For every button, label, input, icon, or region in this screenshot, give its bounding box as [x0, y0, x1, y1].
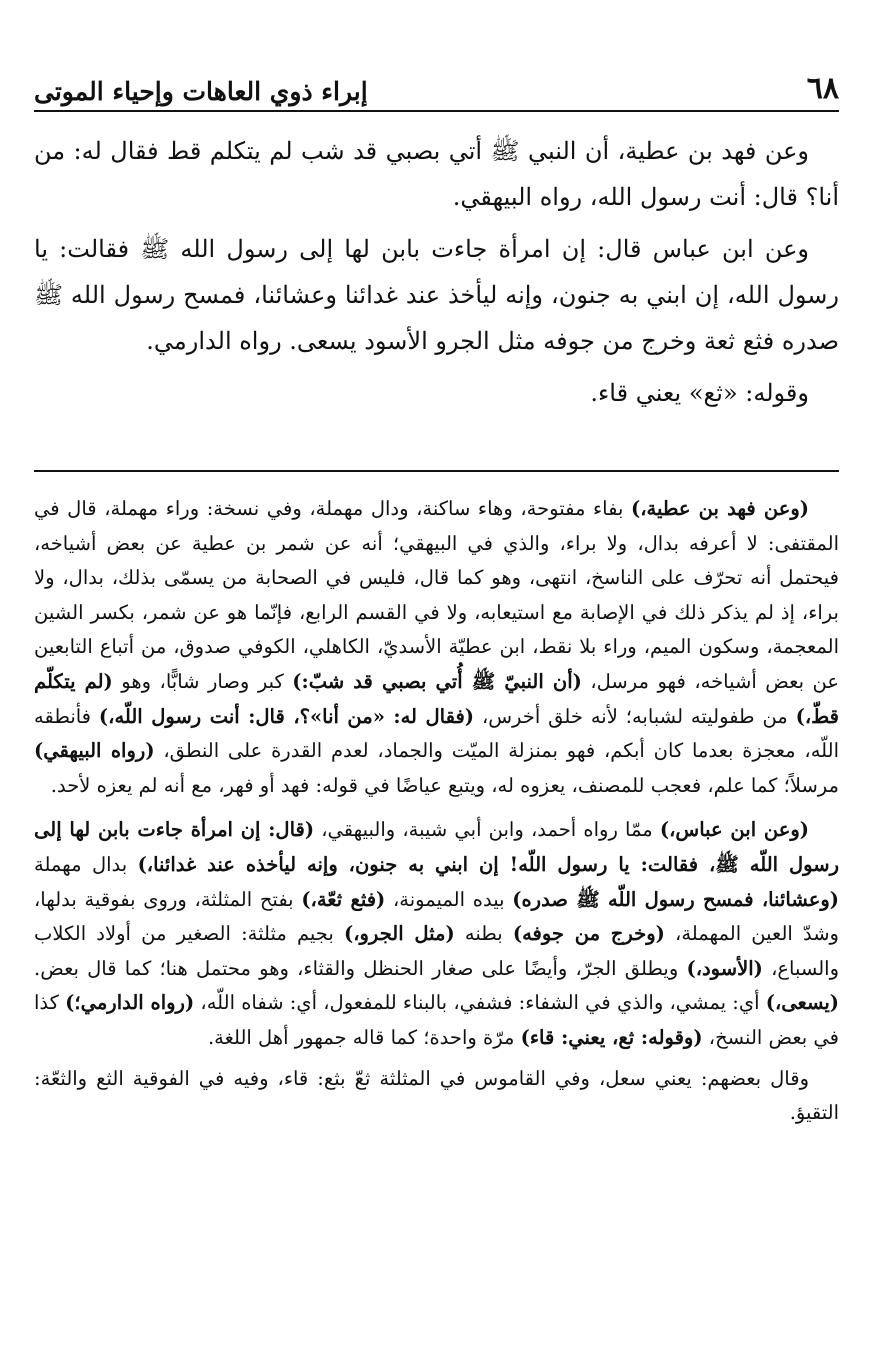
quoted-text: (فقال له: «من أنا»؟، قال: أنت رسول اللّه،)	[98, 704, 475, 728]
quoted-text: (وقوله: ثع، يعني: قاء)	[520, 1025, 703, 1049]
quoted-text: (مثل الجرو،)	[344, 922, 455, 946]
commentary-text: بجيم مثلثة: الصغير من أولاد الكلاب والسباع،	[34, 922, 839, 980]
commentary-text: بيده الميمونة،	[385, 887, 513, 911]
commentary-text: ويطلق الجرّ، وأيضًا على صغار الحنظل والقثاء، وهو محتمل هنا؛ كما قال بعض.	[34, 956, 687, 980]
commentary-text: مرسلاً؛ كما علم، فعجب للمصنف، يعزوه له، ويتبع عياضًا في قوله: فهد أو فهر، مع أنه لم يعزه لأحد.	[50, 773, 839, 797]
commentary-paragraph-2	[34, 813, 839, 1055]
quoted-text: (وعشائنا، فمسح رسول اللّه ﷺ صدره)	[512, 887, 839, 911]
quoted-text: (أن النبيّ ﷺ أُتي بصبي قد شبّ:)	[292, 669, 582, 693]
quoted-text: (رواه البيهقي)	[34, 739, 155, 763]
main-paragraph-2: وعن ابن عباس قال: إن امرأة جاءت بابن لها إلى رسول الله ﷺ فقالت: يا رسول الله، إن ابني به جنون، وإنه ليأخذ عند غدائنا وعشائنا، فمسح رسول الله ﷺ صدره فثع ثعة وخرج من جوفه مثل الجرو الأسود يسعى. رواه الدارمي.	[34, 235, 839, 355]
commentary-text: فأنطقه اللّه، معجزة بعدما كان أبكم، فهو بمنزلة الميّت والجماد، لعدم القدرة على النطق،	[34, 704, 839, 763]
header-rule	[34, 110, 839, 112]
commentary-paragraph-3: وقال بعضهم: يعني سعل، وفي القاموس في المثلثة ثعّ بثع: قاء، وفيه في الفوقية الثع والثعّة: التقيؤ.	[34, 1066, 839, 1125]
commentary-text: كذا في بعض النسخ،	[34, 991, 839, 1049]
quoted-text: (رواه الدارمي؛)	[65, 991, 195, 1015]
commentary-text: أي: يمشي، والذي في الشفاء: فشفي، بالبناء للمفعول، أي: شفاه اللّه،	[194, 991, 766, 1015]
commentary-text: بفاء مفتوحة، وهاء ساكنة، ودال مهملة، وفي نسخة: وراء مهملة، قال في المقتفى: لا أعرفه بدال، ولا براء، والذي في البيهقي؛ أنه عن شمر بن عطية عن بعض أشياخه، فيحتمل أنه تحرّف على الناسخ، انتهى، وهو كما قال، فليس في الصحابة من يسمّى بذلك، بدال، ولا براء، إذ لم يذكر ذلك في الإصابة مع استيعابه، ولا في القسم الرابع، فإنّما هو عن شمر، بكسر الشين المعجمة، وسكون الميم، وراء بلا نقط، ابن عطيّة الأسديّ، الكاهلي، الكوفي صدوق، من أتباع التابعين عن بعض أشياخه، فهو مرسل،	[34, 497, 839, 693]
quoted-text: (وعن فهد بن عطية،)	[631, 497, 809, 520]
quoted-text: (قال: إن امرأة جاءت بابن لها إلى رسول اللّه ﷺ، فقالت: يا رسول اللّه! إن ابني به جنون، وإنه ليأخذه عند غدائنا،)	[34, 818, 839, 876]
commentary-text: بفتح المثلثة، وروى بفوقية بدلها، وشدّ العين المهملة،	[34, 887, 839, 946]
commentary-text: بطنه	[454, 922, 513, 946]
quoted-text: (لم يتكلّم قطّ،)	[34, 669, 839, 728]
commentary-text: بدال مهملة	[34, 852, 138, 876]
page-header	[34, 62, 839, 104]
commentary-paragraph-1	[34, 492, 839, 803]
quoted-text: (وخرج من جوفه)	[512, 922, 665, 946]
main-text	[34, 128, 839, 422]
quoted-text: (يسعى،)	[765, 991, 839, 1015]
commentary	[34, 492, 839, 1131]
commentary-divider	[34, 470, 839, 472]
commentary-text: مرّة واحدة؛ كما قاله جمهور أهل اللغة.	[207, 1025, 521, 1049]
main-paragraph-1: وعن فهد بن عطية، أن النبي ﷺ أتي بصبي قد شب لم يتكلم قط فقال له: من أنا؟ قال: أنت رسول الله، رواه البيهقي.	[34, 137, 839, 211]
main-paragraph-3: وقوله: «ثع» يعني قاء.	[590, 379, 809, 407]
commentary-text: ممّا رواه أحمد، وابن أبي شيبة، والبيهقي،	[314, 818, 660, 842]
quoted-text: (فثع ثعّة،)	[301, 887, 386, 911]
quoted-text: (الأسود،)	[686, 956, 763, 980]
commentary-text: كبر وصار شابًّا، وهو	[112, 669, 293, 693]
quoted-text: (وعن ابن عباس،)	[659, 818, 809, 842]
commentary-text: من طفوليته لشبابه؛ لأنه خلق أخرس،	[474, 704, 796, 728]
page-number: ٦٨	[806, 71, 839, 106]
running-title: إبراء ذوي العاهات وإحياء الموتى	[34, 77, 368, 106]
